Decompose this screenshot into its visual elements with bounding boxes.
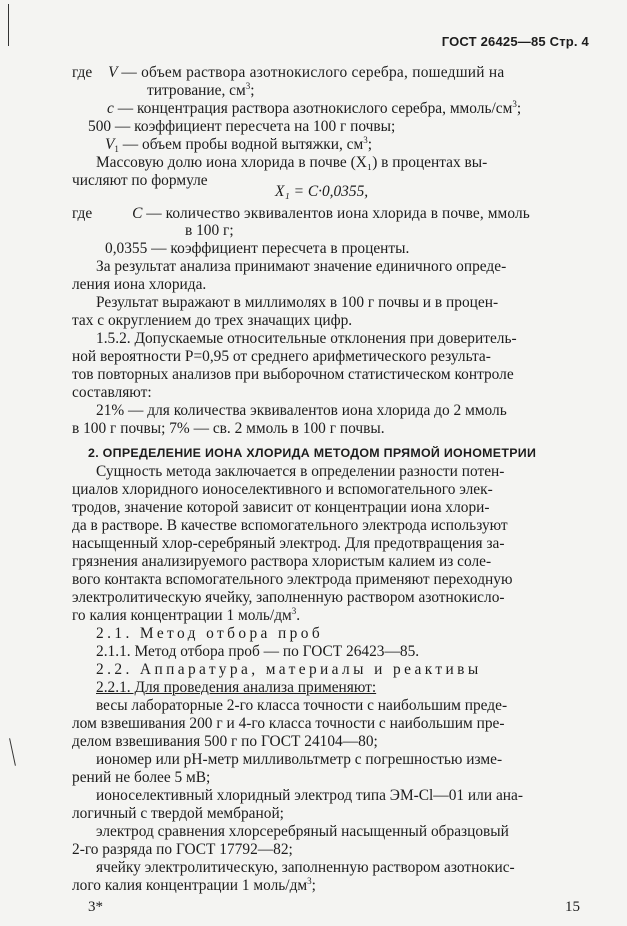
text-line: грязнения анализируемого раствора хлористым калием из соле- [72,553,492,570]
text-line [72,877,316,895]
scan-margin-mark [8,4,9,46]
text-line [72,64,589,82]
subscript: 1 [114,144,119,154]
text-line: в 100 г почвы; 7% — св. 2 ммоль в 100 г почвы. [72,420,385,437]
footer-signature-mark: 3* [88,899,103,915]
punctuation: ; [250,82,255,99]
subsection-heading: 2.1. Метод отбора проб [96,625,324,642]
text-line: весы лабораторные 2-го класса точности с наибольшим преде- [96,697,508,714]
text-line: лом взвешивания 200 г и 4-го класса точности с наибольшим пре- [72,715,505,732]
text-line: Массовую долю иона хлорида в почве (X₁) в процентах вы- [96,154,488,171]
text-line-content: лого калия концентрации 1 моль/дм [72,877,308,894]
text-definition: — объем пробы водной вытяжки, см [122,136,364,153]
text-line: в 100 г; [185,222,234,239]
text-line: 2.1.1. Метод отбора проб — по ГОСТ 26423—85. [96,643,420,660]
text-line: ной вероятности P=0,95 от среднего арифметического результа- [72,348,491,365]
text-line: иономер или pH-метр милливольтметр с погрешностью изме- [96,751,503,768]
text-line [147,82,255,100]
text-line [105,136,372,154]
text-line: 2-го разряда по ГОСТ 17792—82; [72,841,293,858]
punctuation: ; [311,877,316,894]
section-heading: 2. ОПРЕДЕЛЕНИЕ ИОНА ХЛОРИДА МЕТОДОМ ПРЯМОЙ ИОНОМЕТРИИ [88,446,537,460]
symbol-c: C [132,205,143,222]
text-line: электролитическую ячейку, заполненную раствором азотнокисло- [72,589,505,606]
superscript: 3 [291,606,297,616]
text-line: За результат анализа принимают значение единичного опреде- [96,258,507,275]
text-definition: — концентрация раствора азотнокислого серебра, ммоль/см [117,100,513,117]
text-line: ячейку электролитическую, заполненную раствором азотнокис- [96,859,515,876]
text-line: ления иона хлорида. [72,276,207,293]
text-definition: титрование, см [147,82,246,99]
superscript: 3 [363,135,368,145]
text-where: где [72,205,93,222]
text-line: 1.5.2. Допускаемые относительные отклонения при доверитель- [96,330,517,347]
text-line: тродов, значение которой зависит от концентрации иона хлори- [72,499,490,516]
text-line: 0,0355 — коэффициент пересчета в проценты. [105,240,410,257]
text-line: 2.2.1. Для проведения анализа применяют: [96,679,377,696]
text-line: циалов хлоридного ионоселективного и вспомогательного элек- [72,481,493,498]
symbol-v: V [105,136,115,153]
page-header: ГОСТ 26425—85 Стр. 4 [441,34,589,49]
symbol-c: c [107,100,114,117]
text-line: электрод сравнения хлорсеребряный насыщенный образцовый [96,823,509,840]
symbol-v: V [108,64,118,81]
superscript: 3 [307,876,312,886]
text-line: насыщенный хлор-серебряный электрод. Для предотвращения за- [72,535,505,552]
text-line: Сущность метода заключается в определении разности потен- [96,463,505,480]
scan-margin-mark [9,738,16,766]
punctuation: ; [367,136,373,153]
text-line: да в растворе. В качестве вспомогательного электрода используют [72,517,508,534]
text-line [72,205,589,223]
superscript: 3 [512,99,517,109]
text-line: вого контакта вспомогательного электрода применяют переходную [72,571,513,588]
text-definition: — объем раствора азотнокислого серебра, пошедший на [121,64,505,81]
text-line: ионоселективный хлоридный электрод типа ЭМ-Cl—01 или ана- [96,787,523,804]
text-line: тов повторных анализов при выборочном статистическом контроле [72,366,514,383]
punctuation: ; [516,100,522,117]
text-line: тах с округлением до трех значащих цифр. [72,312,353,329]
page-number: 15 [565,899,580,915]
text-line: логичный с твердой мембраной; [72,805,284,822]
text-line: 21% — для количества эквивалентов иона хлорида до 2 ммоль [96,402,507,419]
text-line: числяют по формуле [72,172,208,189]
text-line [107,100,521,118]
superscript: 3 [245,81,251,91]
formula: X₁ = C·0,0355, [275,183,369,200]
text-line: рений не более 5 мВ; [72,769,211,786]
text-line: Результат выражают в миллимолях в 100 г почвы и в процен- [96,294,499,311]
text-line: делом взвешивания 500 г по ГОСТ 24104—80; [72,733,378,750]
text-line: составляют: [72,384,152,401]
text-line-content: го калия концентрации 1 моль/дм [72,607,292,624]
text-line: 500 — коэффициент пересчета на 100 г почвы; [88,118,396,135]
subsection-heading: 2.2. Аппаратура, материалы и реактивы [96,661,482,678]
text-where: где [72,64,93,81]
text-definition: — количество эквивалентов иона хлорида в почве, ммоль [146,205,530,222]
text-line: го калия концентрации 1 моль/$дм^3$. [72,606,301,624]
